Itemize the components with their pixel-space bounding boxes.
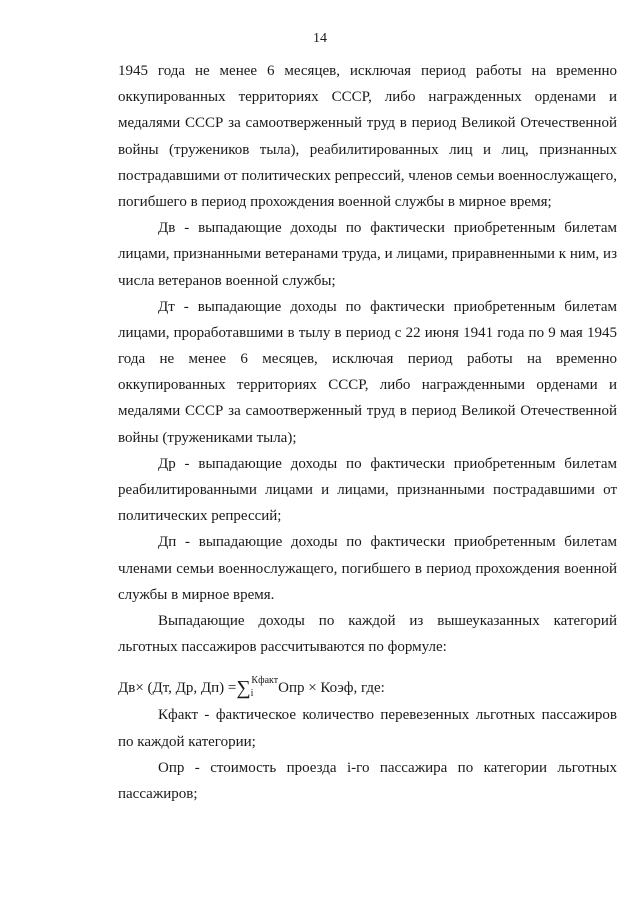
text-line: года не менее 6 месяцев, исключая период работы на временно xyxy=(118,351,617,368)
text-line: 1945 года не менее 6 месяцев, исключая период работы на временно xyxy=(118,63,617,79)
text-line: лицами, проработавшими в тылу в период с 22 июня 1941 года по 9 мая 1945 xyxy=(118,324,617,341)
text-line: Дп - выпадающие доходы по фактически приобретенным билетам xyxy=(158,534,617,551)
text-line: Дв - выпадающие доходы по фактически приобретенным билетам xyxy=(158,220,617,237)
text-line: льготных пассажиров рассчитываются по формуле: xyxy=(118,639,447,656)
text-line: политических репрессий; xyxy=(118,508,282,525)
formula-rhs: Опр × Коэф, где: xyxy=(278,680,385,697)
paragraphs-after-formula xyxy=(118,702,617,807)
paragraph xyxy=(118,294,617,451)
text-line: Дт - выпадающие доходы по фактически приобретенным билетам xyxy=(158,298,617,315)
formula-lhs: Дв× (Дт, Др, Дп) = xyxy=(118,680,237,697)
text-line: войны (тружениками тыла); xyxy=(118,429,297,446)
text-line: числа ветеранов военной службы; xyxy=(118,272,336,289)
text-line: войны (тружеников тыла), реабилитированных лиц и лиц, признанных xyxy=(118,141,617,158)
text-line: членами семьи военнослужащего, погибшего в период прохождения военной xyxy=(118,560,617,577)
sum-superscript: Кфакт xyxy=(251,675,279,687)
sum-subscript: i xyxy=(250,688,254,700)
text-line: лицами, признанными ветеранами труда, и лицами, приравненными к ним, из xyxy=(118,246,617,263)
formula xyxy=(118,662,617,700)
text-line: пострадавшими от политических репрессий, членов семьи военнослужащего, xyxy=(118,167,617,184)
paragraphs-before-formula xyxy=(118,58,617,660)
text-line: Кфакт - фактическое количество перевезенных льготных пассажиров xyxy=(158,707,617,724)
page-number: 14 xyxy=(313,31,327,46)
sum-symbol: ∑ xyxy=(236,677,251,700)
text-line: по каждой категории; xyxy=(118,733,256,750)
paragraph xyxy=(118,58,617,215)
text-line: пассажиров; xyxy=(118,785,198,802)
text-line: оккупированных территориях СССР, либо награжденными орденами и xyxy=(118,377,617,394)
paragraph xyxy=(118,215,617,294)
text-line: Др - выпадающие доходы по фактически приобретенным билетам xyxy=(158,455,617,472)
text-line: реабилитированными лицами и лицами, признанными пострадавшими от xyxy=(118,482,617,498)
text-line: погибшего в период прохождения военной службы в мирное время; xyxy=(118,193,552,210)
paragraph xyxy=(118,608,617,660)
paragraph xyxy=(118,755,617,807)
paragraph xyxy=(118,451,617,530)
text-line: медалями СССР за самоотверженный труд в период Великой Отечественной xyxy=(118,115,617,132)
paragraph xyxy=(118,529,617,608)
text-line: оккупированных территориях СССР, либо награжденных орденами и xyxy=(118,89,617,106)
text-line: Опр - стоимость проезда i-го пассажира по категории льготных xyxy=(158,759,617,776)
text-line: медалями СССР за самоотверженный труд в период Великой Отечественной xyxy=(118,403,617,420)
paragraph xyxy=(118,702,617,754)
text-line: службы в мирное время. xyxy=(118,586,275,603)
text-line: Выпадающие доходы по каждой из вышеуказанных категорий xyxy=(158,612,617,629)
body-text xyxy=(118,58,617,807)
